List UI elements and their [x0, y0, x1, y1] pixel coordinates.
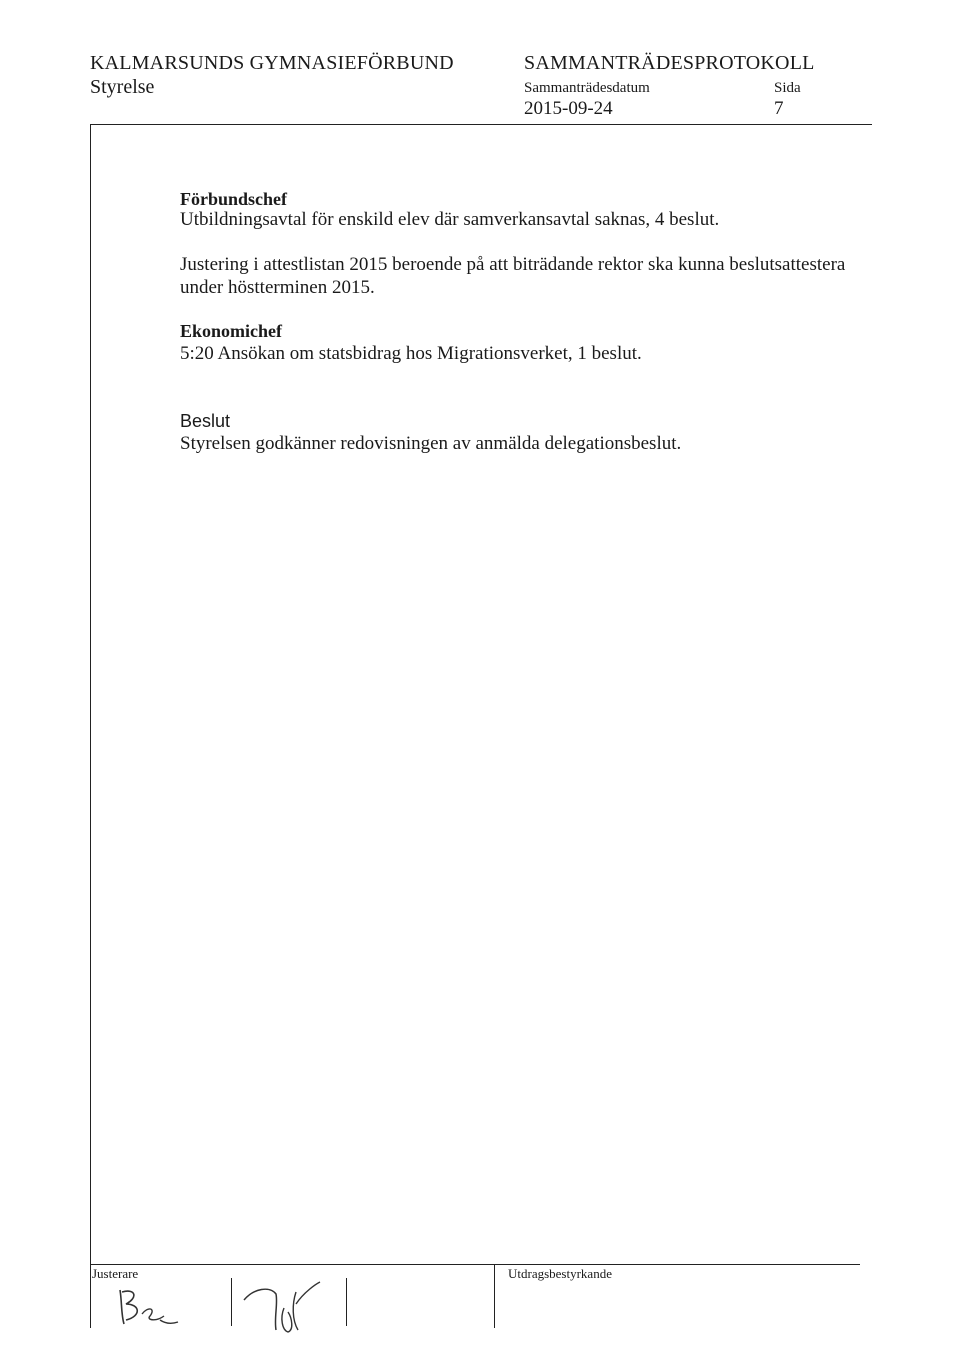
utdragsbestyrkande-label: Utdragsbestyrkande: [508, 1266, 612, 1281]
signature-separator-2: [346, 1278, 347, 1326]
beslut-text: Styrelsen godkänner redovisningen av anmälda delegationsbeslut.: [180, 433, 682, 454]
forbundschef-paragraph: Justering i attestlistan 2015 beroende på att biträdande rektor ska kunna beslutsattestera under höstterminen 2015.: [180, 254, 846, 298]
section-heading-ekonomichef: Ekonomichef: [180, 321, 283, 341]
board-name: Styrelse: [90, 76, 155, 98]
meeting-date: 2015-09-24: [524, 98, 613, 119]
justerare-signature-2: [240, 1278, 330, 1338]
footer-divider: [90, 1264, 860, 1265]
signature-separator-1: [231, 1278, 232, 1326]
section-heading-beslut: Beslut: [180, 411, 231, 431]
justerare-signature-1: [112, 1284, 182, 1334]
header-divider: [90, 124, 872, 125]
page-number: 7: [774, 98, 784, 119]
document-type: SAMMANTRÄDESPROTOKOLL: [524, 52, 815, 74]
date-label: Sammanträdesdatum: [524, 80, 650, 96]
page-label: Sida: [774, 80, 801, 96]
justerare-label: Justerare: [92, 1266, 139, 1281]
organization-name: KALMARSUNDS GYMNASIEFÖRBUND: [90, 52, 454, 74]
section-heading-forbundschef: Förbundschef: [180, 189, 288, 209]
forbundschef-line: Utbildningsavtal för enskild elev där samverkansavtal saknas, 4 beslut.: [180, 209, 720, 230]
left-margin-line: [90, 124, 91, 1264]
ekonomichef-line: 5:20 Ansökan om statsbidrag hos Migrationsverket, 1 beslut.: [180, 343, 642, 364]
footer-left-line: [90, 1264, 91, 1328]
footer-middle-line: [494, 1264, 495, 1328]
